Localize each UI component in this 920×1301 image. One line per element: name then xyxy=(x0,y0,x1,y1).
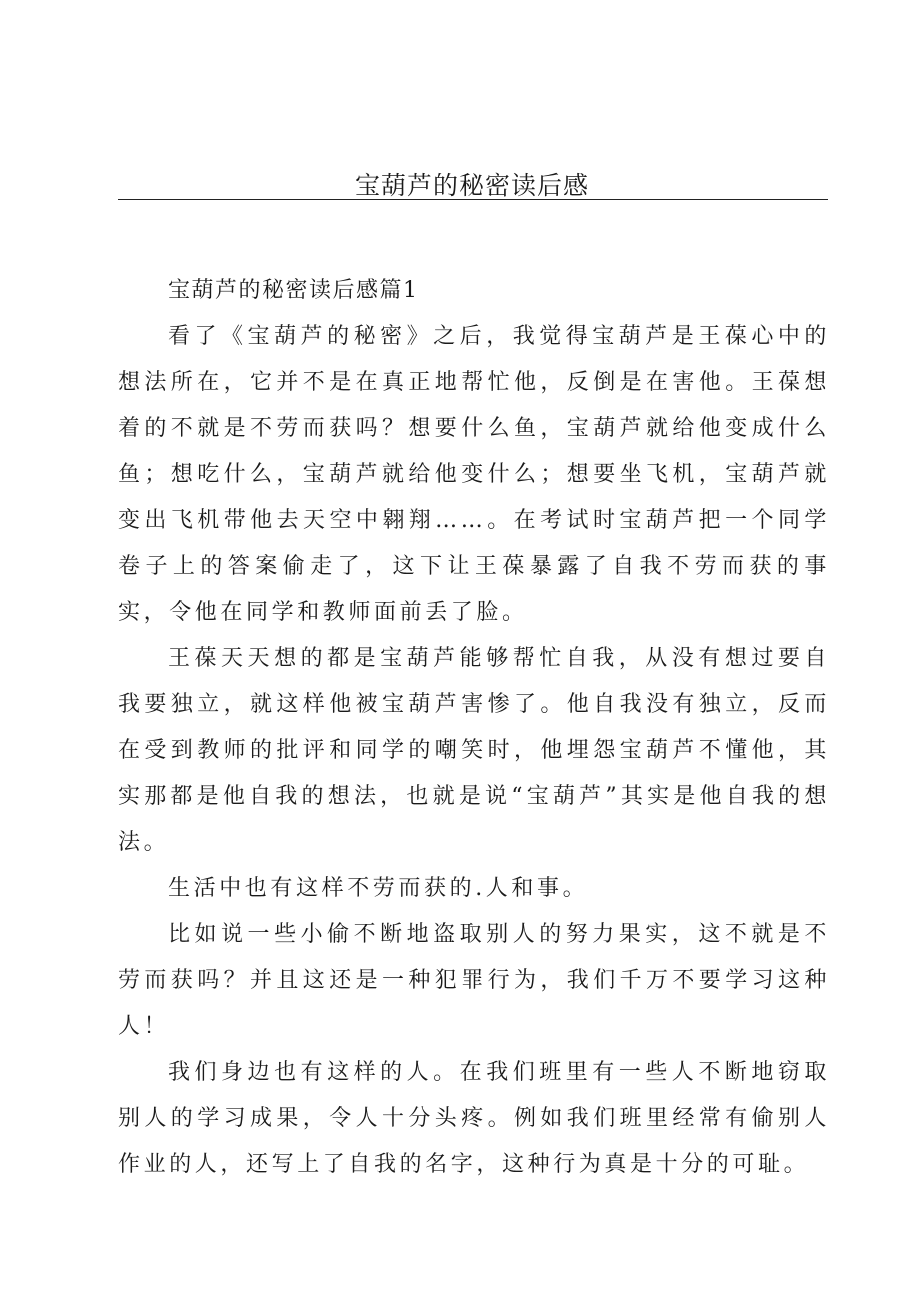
paragraph-2: 王葆天天想的都是宝葫芦能够帮忙自我，从没有想过要自我要独立，就这样他被宝葫芦害惨了。他自我没有独立，反而在受到教师的批评和同学的嘲笑时，他埋怨宝葫芦不懂他，其实那都是他自我的想法，也就是说“宝葫芦”其实是他自我的想法。 xyxy=(118,646,830,855)
paragraph-1: 看了《宝葫芦的秘密》之后，我觉得宝葫芦是王葆心中的想法所在，它并不是在真正地帮忙他，反倒是在害他。王葆想着的不就是不劳而获吗？想要什么鱼，宝葫芦就给他变成什么鱼；想吃什么，宝葫芦就给他变什么；想要坐飞机，宝葫芦就变出飞机带他去天空中翱翔……。在考试时宝葫芦把一个同学卷子上的答案偷走了，这下让王葆暴露了自我不劳而获的事实，令他在同学和教师面前丢了脸。 xyxy=(118,324,830,625)
paragraph-5: 我们身边也有这样的人。在我们班里有一些人不断地窃取别人的学习成果，令人十分头疼。例如我们班里经常有偷别人作业的人，还写上了自我的名字，这种行为真是十分的可耻。 xyxy=(118,1060,830,1177)
document-title: 宝葫芦的秘密读后感 xyxy=(354,171,589,200)
paragraph-4: 比如说一些小偷不断地盗取别人的努力果实，这不就是不劳而获吗？并且这还是一种犯罪行为，我们千万不要学习这种人！ xyxy=(118,922,830,1039)
paragraph-3: 生活中也有这样不劳而获的.人和事。 xyxy=(168,876,589,901)
section-heading: 宝葫芦的秘密读后感篇1 xyxy=(168,278,419,303)
document-body xyxy=(118,268,830,1188)
title-underline xyxy=(118,199,828,200)
